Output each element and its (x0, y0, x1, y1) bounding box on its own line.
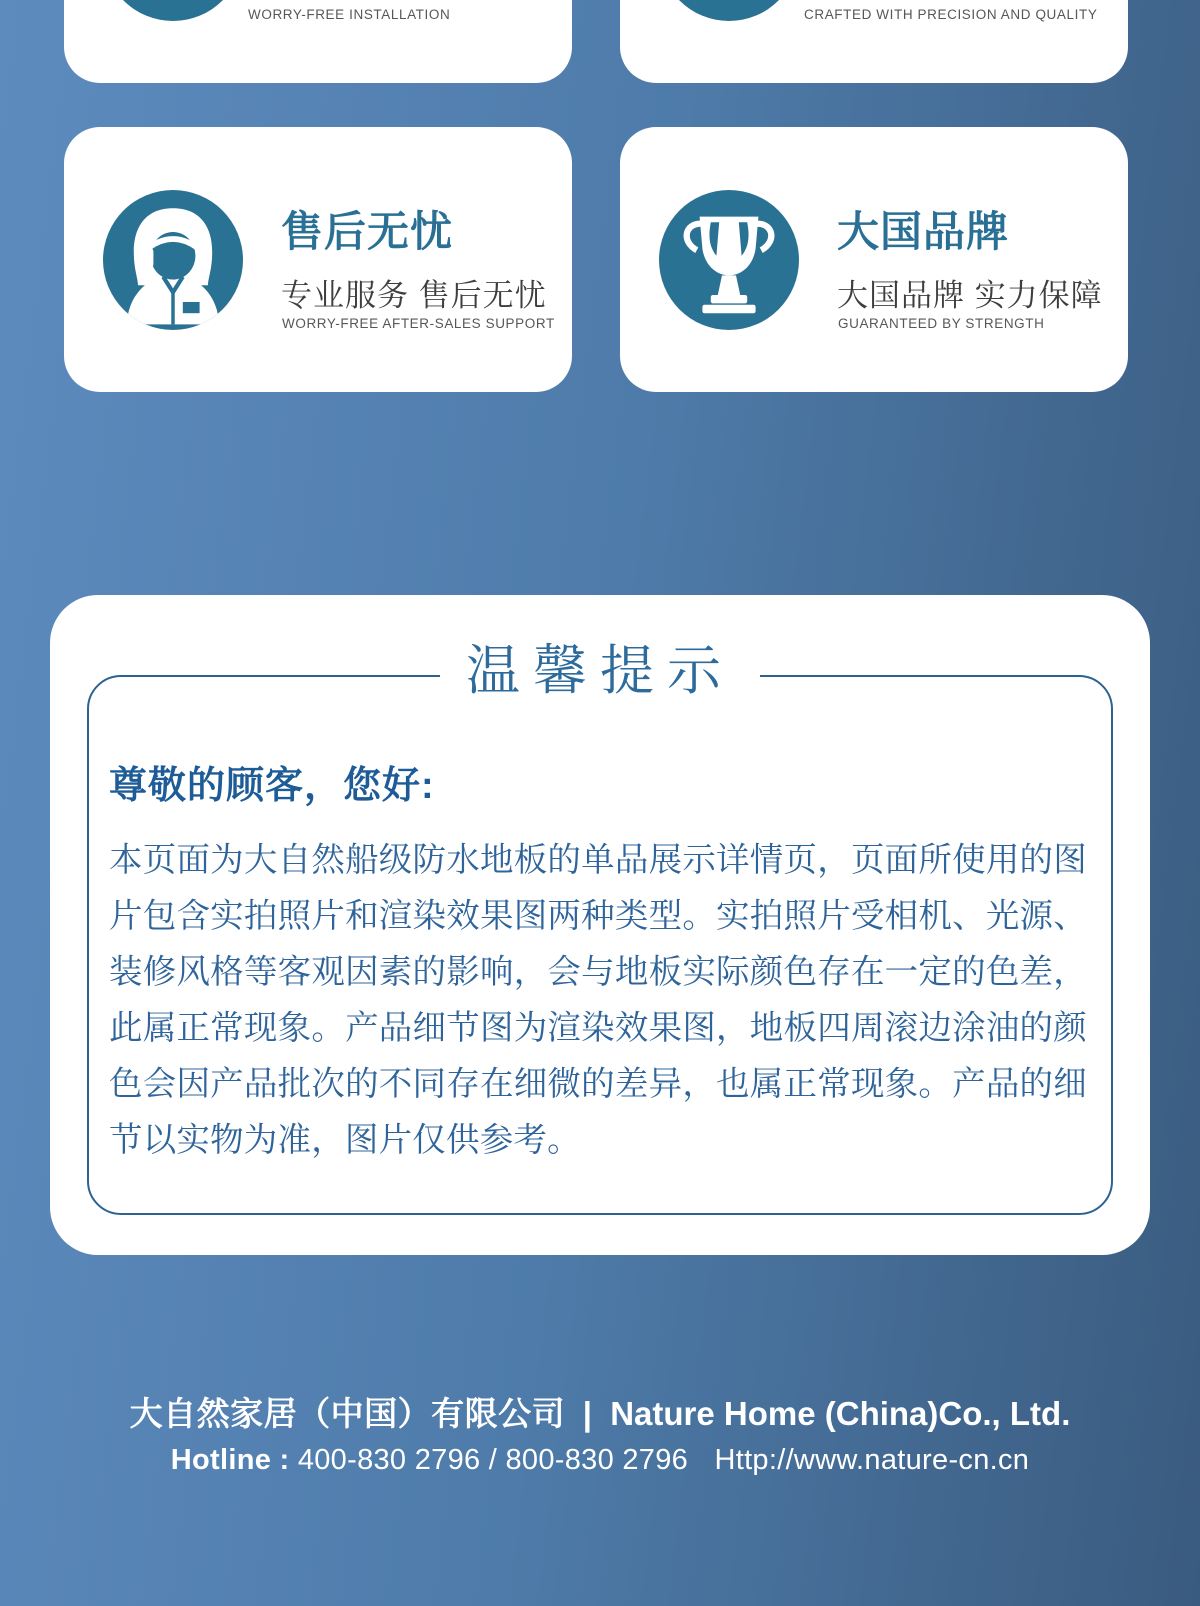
notice-border-box (87, 641, 1113, 1215)
card-subtitle: 大国品牌 实力保障 (837, 278, 1103, 313)
card-caption: GUARANTEED BY STRENGTH (838, 316, 1045, 331)
card-caption: WORRY-FREE INSTALLATION (248, 7, 451, 22)
footer (0, 1388, 1200, 1477)
company-name-cn: 大自然家居（中国）有限公司 (129, 1395, 566, 1432)
company-name-en: Nature Home (China)Co., Ltd. (610, 1395, 1071, 1432)
card-title: 售后无忧 (281, 208, 454, 255)
hotline-numbers: 400-830 2796 / 800-830 2796 (297, 1444, 689, 1476)
website-url: Http://www.nature-cn.cn (714, 1444, 1030, 1476)
card-caption: WORRY-FREE AFTER-SALES SUPPORT (282, 316, 555, 331)
trophy-icon (659, 190, 799, 330)
notice-body: 本页面为大自然船级防水地板的单品展示详情页，页面所使用的图片包含实拍照片和渲染效果图两种类型。实拍照片受相机、光源、装修风格等客观因素的影响，会与地板实际颜色存在一定的色差，此属正常现象。产品细节图为渲染效果图，地板四周滚边涂油的颜色会因产品批次的不同存在细微的差异，也属正常现象。产品的细节以实物为准，图片仅供参考。 (109, 842, 1087, 1159)
notice-title: 温馨提示 (440, 633, 760, 709)
hotline-line (0, 1444, 1200, 1477)
notice-greeting: 尊敬的顾客，您好: (109, 765, 435, 807)
notice-card (50, 595, 1150, 1255)
hotline-label: Hotline : (170, 1444, 290, 1476)
hidden-icon (659, 0, 799, 21)
footer-divider: | (582, 1395, 593, 1432)
feature-card-craftsmanship (620, 0, 1128, 83)
hidden-icon (103, 0, 243, 21)
customer-service-icon (103, 190, 243, 330)
card-title: 大国品牌 (837, 208, 1010, 255)
card-caption: CRAFTED WITH PRECISION AND QUALITY (804, 7, 1098, 22)
card-subtitle: 专业服务 售后无忧 (281, 278, 547, 313)
feature-card-brand (620, 127, 1128, 392)
feature-card-after-sales (64, 127, 572, 392)
company-line (0, 1388, 1200, 1435)
feature-card-installation (64, 0, 572, 83)
